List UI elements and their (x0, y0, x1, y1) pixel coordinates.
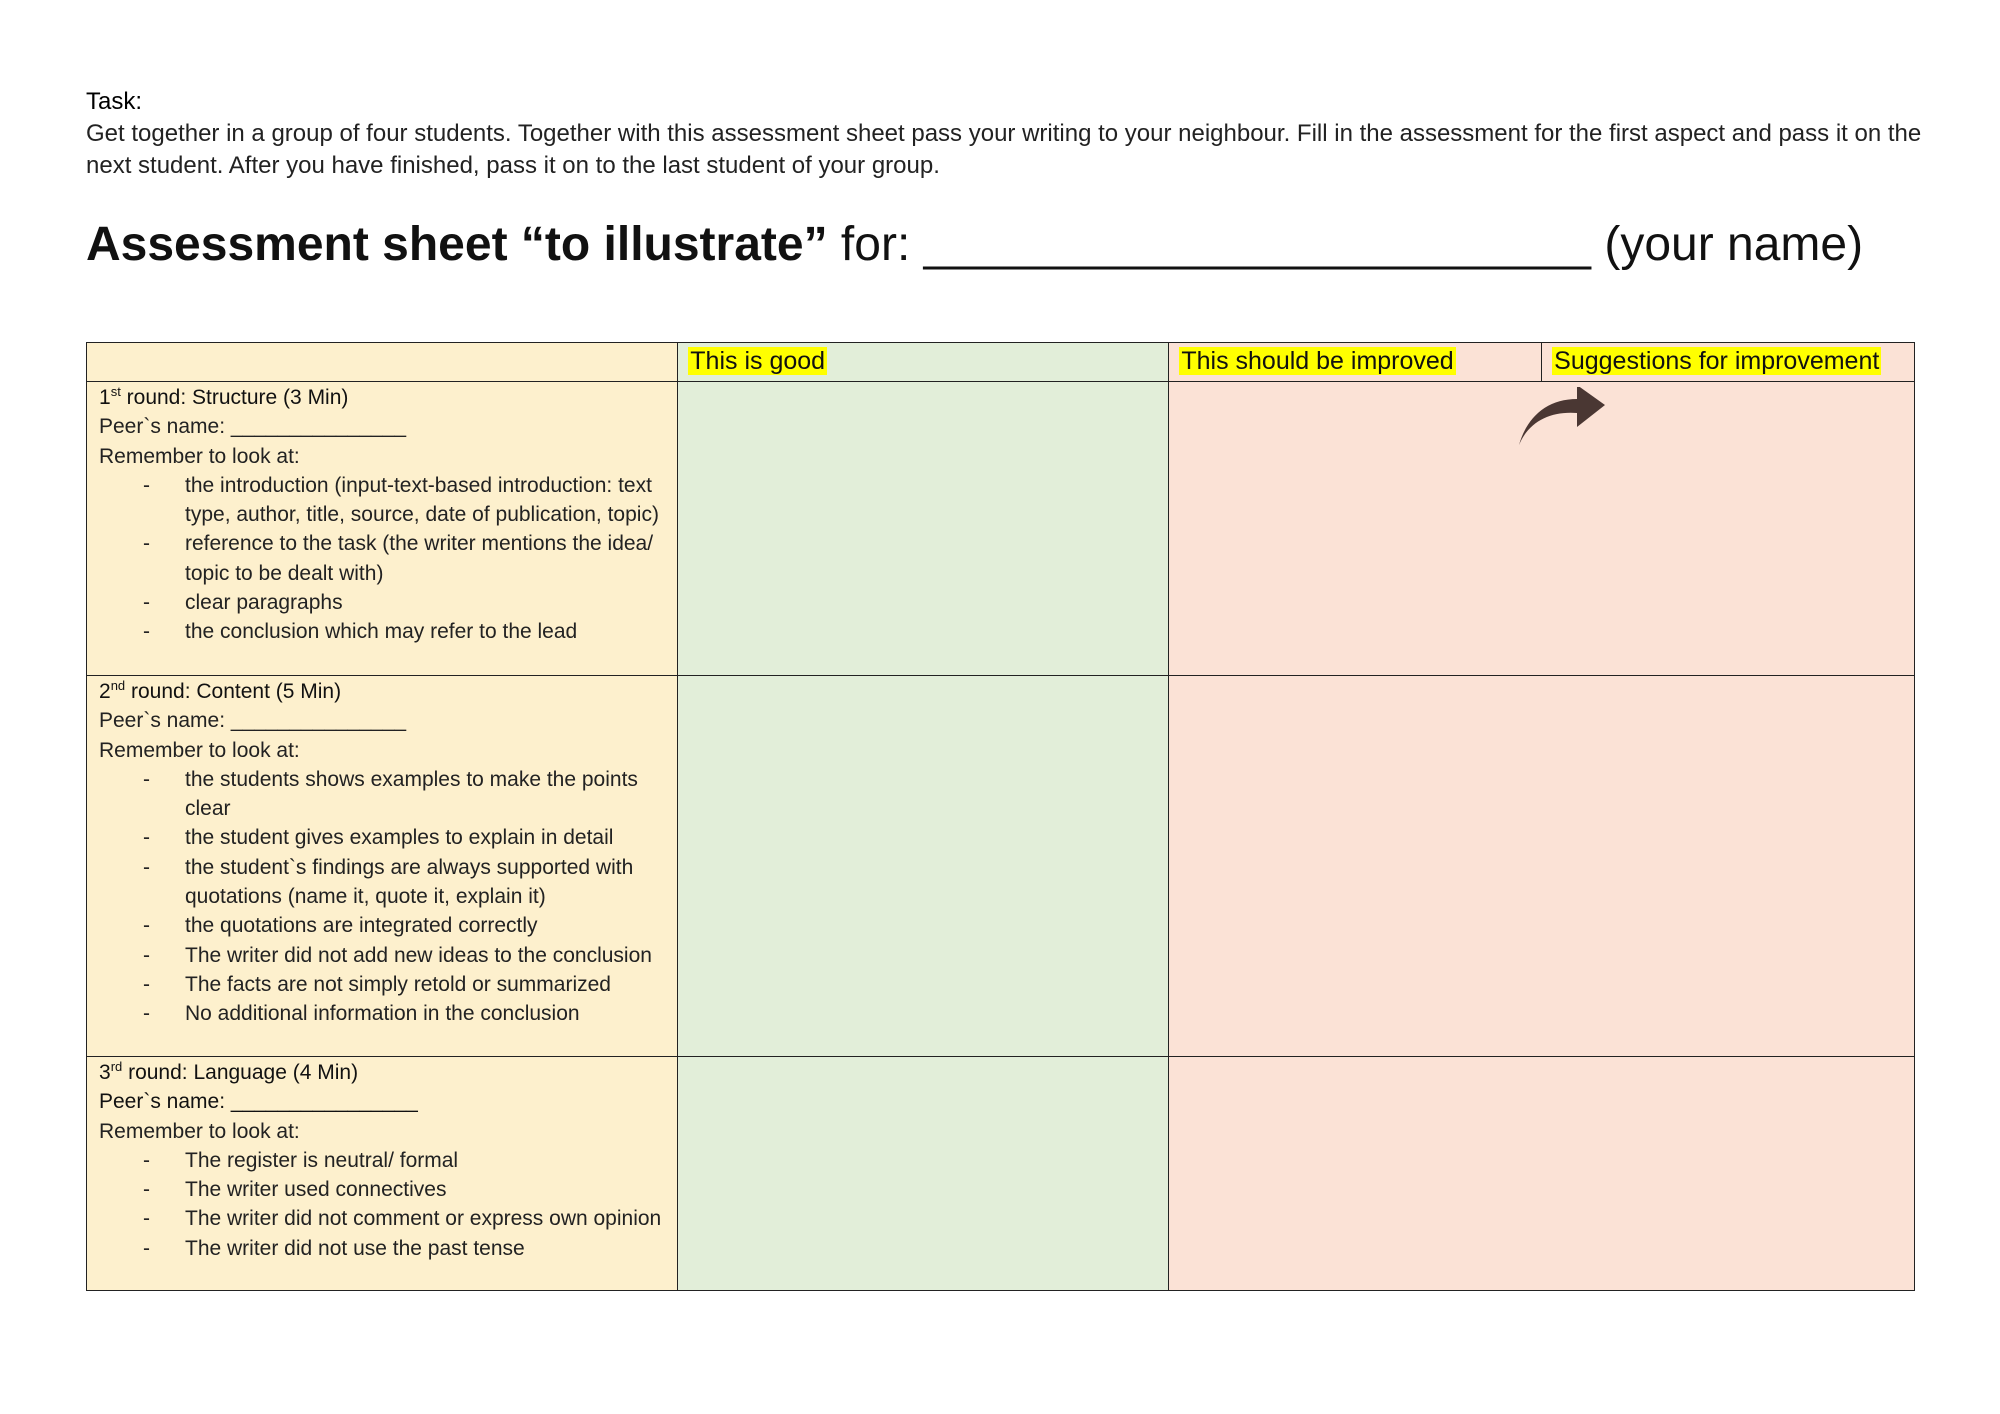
round-1-criteria-cell (87, 382, 678, 676)
assessment-table (86, 342, 1915, 1291)
header-suggestions-cell (1542, 343, 1915, 382)
list-item: - the conclusion which may refer to the lead (143, 620, 578, 644)
round-2-improve-cell[interactable] (1169, 676, 1915, 1057)
list-item: - The register is neutral/ formal (143, 1148, 459, 1172)
list-item: - No additional information in the conclusion (143, 1002, 580, 1026)
round-3-peer-name-field: Peer`s name: ________________ (99, 1090, 418, 1114)
round-1-good-cell[interactable] (678, 382, 1169, 676)
list-item: - The writer did not comment or express own opinion (143, 1207, 662, 1231)
list-item: - the student gives examples to explain in detail (143, 826, 614, 850)
list-item: - clear paragraphs (143, 591, 343, 615)
round-2-title: 2nd round: Content (5 Min) (99, 678, 342, 703)
list-item: - The writer did not add new ideas to the conclusion (143, 943, 652, 967)
sheet-heading (86, 215, 1936, 275)
task-label: Task: (86, 88, 143, 115)
table-row (87, 382, 1915, 676)
round-3-criteria-cell (87, 1057, 678, 1291)
header-good-cell (678, 343, 1169, 382)
round-1-peer-name-field: Peer`s name: _______________ (99, 415, 407, 439)
list-item: - The writer did not use the past tense (143, 1236, 525, 1260)
task-block (86, 86, 1926, 182)
header-good-label: This is good (690, 347, 826, 375)
round-3-improve-cell[interactable] (1169, 1057, 1915, 1291)
list-item: - the student`s findings are always supported with quotations (name it, quote it, explain it) (143, 855, 634, 909)
list-item: - the introduction (input-text-based introduction: text type, author, title, source, date of publication, topic) (143, 473, 659, 527)
header-corner-cell (87, 343, 678, 382)
list-item: - reference to the task (the writer mentions the idea/ topic to be dealt with) (143, 532, 654, 585)
header-improve-cell (1169, 343, 1542, 382)
round-3-title: 3rd round: Language (4 Min) (99, 1059, 359, 1084)
round-3-criteria-list (99, 1146, 665, 1263)
round-2-criteria-cell (87, 676, 678, 1057)
round-2-remember-label: Remember to look at: (99, 738, 300, 762)
sheet-name-line: for: _________________________ (your name) (827, 218, 1864, 271)
list-item: - the students shows examples to make the points clear (143, 767, 638, 821)
list-item: - The writer used connectives (143, 1178, 447, 1202)
round-3-good-cell[interactable] (678, 1057, 1169, 1291)
table-row (87, 1057, 1915, 1291)
round-1-criteria-list (99, 471, 665, 647)
header-improve-label: This should be improved (1181, 347, 1454, 375)
table-row (87, 676, 1915, 1057)
task-instructions: Get together in a group of four students. Together with this assessment sheet pass your writing to your neighbour. Fill in the assessment for the first aspect and pass it on the next student. After you have finished, pass it on to the last student of your group. (86, 120, 1922, 179)
round-2-good-cell[interactable] (678, 676, 1169, 1057)
list-item: - the quotations are integrated correctly (143, 914, 538, 938)
round-2-peer-name-field: Peer`s name: _______________ (99, 709, 407, 733)
round-1-remember-label: Remember to look at: (99, 444, 300, 468)
curved-arrow-right-icon (1515, 387, 1607, 449)
round-2-criteria-list (99, 765, 665, 1029)
round-1-title: 1st round: Structure (3 Min) (99, 384, 349, 409)
sheet-title: Assessment sheet “to illustrate” (86, 218, 828, 271)
table-header-row (87, 343, 1915, 382)
list-item: - The facts are not simply retold or summarized (143, 972, 611, 996)
round-3-remember-label: Remember to look at: (99, 1119, 300, 1143)
header-suggestions-label: Suggestions for improvement (1554, 347, 1880, 375)
